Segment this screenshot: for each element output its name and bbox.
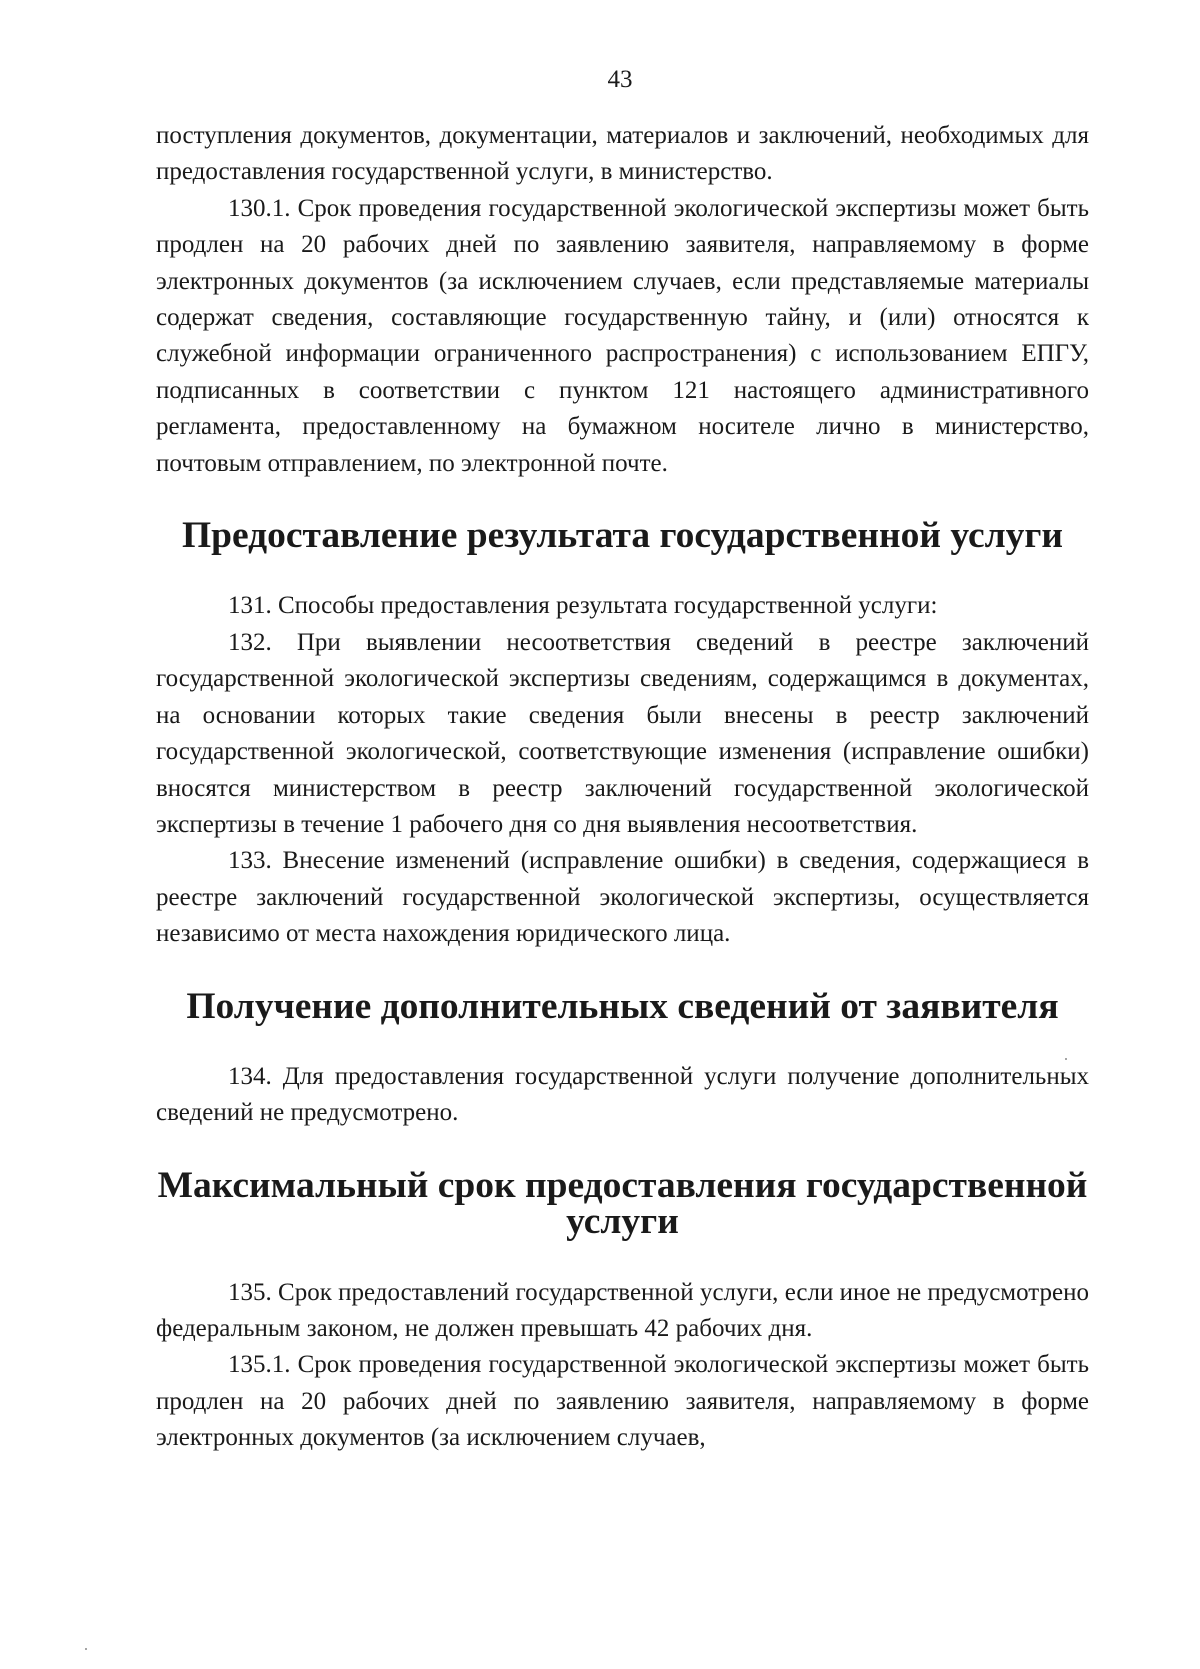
page-number: 43 <box>607 66 633 93</box>
paragraph-135-1: 135.1. Срок проведения государственной экологической экспертизы может быть продлен на 20 рабочих дней по заявлению заявителя, направляемому в форме электронных документов (за исключением случаев, <box>156 1351 1089 1452</box>
paragraph-131: 131. Способы предоставления результата государственной услуги: <box>228 592 938 620</box>
paragraph-continuation: поступления документов, документации, материалов и заключений, необходимых для предоставления государственной услуги, в министерство. <box>156 122 1089 186</box>
paragraph-130-1: 130.1. Срок проведения государственной экологической экспертизы может быть продлен на 20 рабочих дней по заявлению заявителя, направляемому в форме электронных документов (за исключением случаев, если представляемые материалы содержат сведения, составляющие государственную тайну, и (или) относятся к служебной информации ограниченного распространения) с использованием ЕПГУ, подписанных в соответствии с пунктом 121 настоящего административного регламента, предоставленному на бумажном носителе лично в министерство, почтовым отправлением, по электронной почте. <box>156 194 1089 477</box>
section-heading-additional-info: Получение дополнительных сведений от заявителя <box>186 985 1059 1027</box>
scan-speck <box>85 1648 87 1650</box>
document-body <box>156 118 1089 1457</box>
section-heading-result: Предоставление результата государственной услуги <box>181 515 1064 557</box>
section-heading-max-term: Максимальный срок предоставления государственной услуги <box>157 1164 1088 1243</box>
paragraph-135: 135. Срок предоставлений государственной услуги, если иное не предусмотрено федеральным законом, не должен превышать 42 рабочих дня. <box>156 1278 1089 1342</box>
paragraph-132: 132. При выявлении несоответствия сведений в реестре заключений государственной экологической экспертизы сведениям, содержащимся в документах, на основании которых такие сведения были внесены в реестр заключений государственной экологической, соответствующие изменения (исправление ошибки) вносятся министерством в реестр заключений государственной экологической экспертизы в течение 1 рабочего дня со дня выявления несоответствия. <box>156 628 1089 838</box>
paragraph-133: 133. Внесение изменений (исправление ошибки) в сведения, содержащиеся в реестре заключений государственной экологической экспертизы, осуществляется независимо от места нахождения юридического лица. <box>156 847 1089 948</box>
paragraph-134: 134. Для предоставления государственной услуги получение дополнительных сведений не предусмотрено. <box>156 1062 1089 1127</box>
scan-speck <box>1065 1058 1067 1060</box>
